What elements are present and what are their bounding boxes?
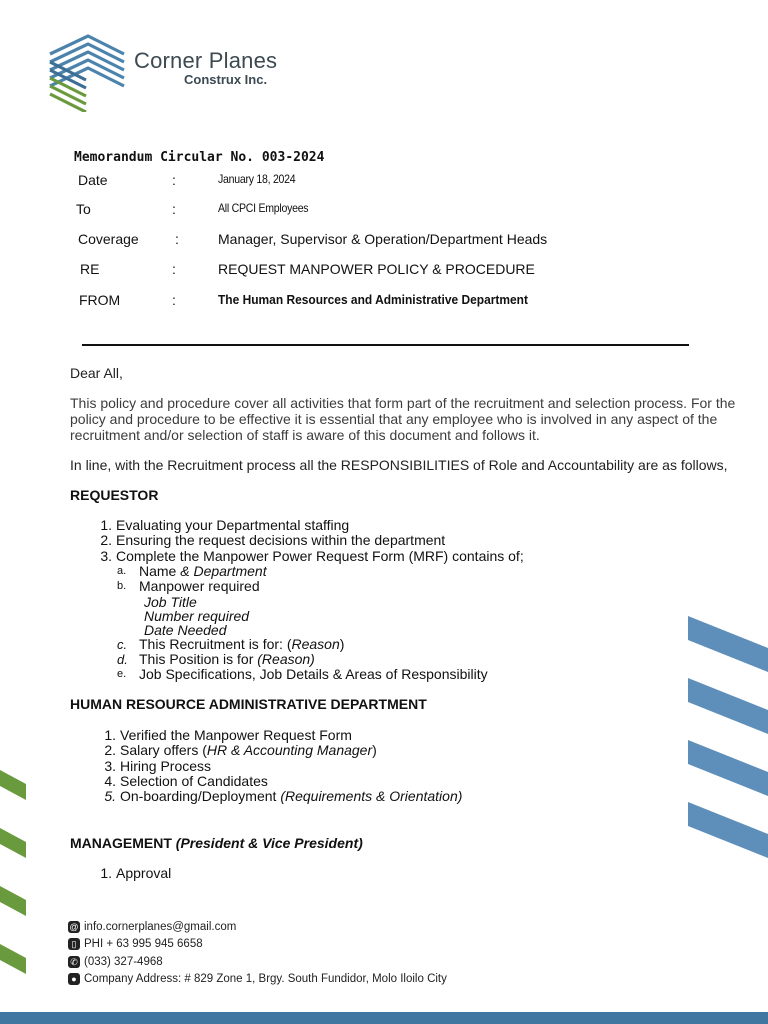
header-label: Date <box>78 172 108 188</box>
decorative-stripes-right <box>688 612 768 862</box>
phone-icon: ✆ <box>68 956 80 968</box>
requestor-sublist <box>117 563 488 683</box>
sub-item: e. Job Specifications, Job Details & Areas of Responsibility <box>117 666 488 683</box>
header-colon: : <box>172 201 176 217</box>
header-label: FROM <box>79 292 121 308</box>
sub-item: d. This Position is for (Reason) <box>117 650 315 667</box>
requestor-list <box>100 517 524 564</box>
header-row-from <box>0 292 768 312</box>
header-label: RE <box>80 261 100 277</box>
header-value: REQUEST MANPOWER POLICY & PROCEDURE <box>218 261 535 277</box>
list-item: 1. Evaluating your Departmental staffing <box>100 517 350 533</box>
list-item: 1. Approval <box>100 865 172 881</box>
list-item: 4. Selection of Candidates <box>104 772 268 789</box>
sub-sub-item: Date Needed <box>144 621 227 638</box>
header-value: Manager, Supervisor & Operation/Department Heads <box>218 231 548 247</box>
company-name: Corner Planes <box>134 48 278 73</box>
location-pin-icon: ● <box>68 973 80 985</box>
list-item: 3. Hiring Process <box>104 757 212 774</box>
header-label: Coverage <box>78 231 139 247</box>
header-value: The Human Resources and Administrative Department <box>218 292 528 307</box>
sub-item: b. Manpower required <box>117 578 260 595</box>
header-colon: : <box>172 172 176 188</box>
hr-list <box>104 727 463 805</box>
header-row-re <box>0 261 768 281</box>
company-logo <box>48 32 288 112</box>
hr-heading: HUMAN RESOURCE ADMINISTRATIVE DEPARTMENT <box>70 696 427 712</box>
greeting: Dear All, <box>70 365 123 381</box>
logo-chevron-icon <box>48 32 128 112</box>
header-row-date <box>0 172 768 192</box>
decorative-stripes-left <box>0 766 28 986</box>
header-row-to <box>0 201 768 221</box>
company-subtitle: Construx Inc. <box>184 72 268 87</box>
header-value: All CPCI Employees <box>218 201 309 215</box>
header-colon: : <box>172 292 176 308</box>
bottom-brand-bar <box>0 1012 768 1024</box>
header-divider <box>82 344 689 346</box>
footer-landline-row <box>68 953 447 971</box>
footer-email: info.cornerplanes@gmail.com <box>84 920 237 933</box>
list-item: 3. Complete the Manpower Power Request Form (MRF) contains of; <box>100 547 524 564</box>
list-item: 2. Salary offers (HR & Accounting Manager) <box>104 742 377 759</box>
management-heading: MANAGEMENT (President & Vice President) <box>70 835 363 851</box>
sub-item: c. This Recruitment is for: (Reason) <box>117 635 345 652</box>
requestor-heading: REQUESTOR <box>70 487 159 503</box>
management-list <box>100 865 172 881</box>
mobile-icon: ▯ <box>68 938 80 950</box>
contact-footer <box>68 918 447 988</box>
footer-phone-row <box>68 936 447 954</box>
footer-address-row <box>68 971 447 989</box>
sub-item: a. Name & Department <box>117 563 267 579</box>
list-item: 1. Verified the Manpower Request Form <box>104 727 352 743</box>
footer-email-row <box>68 918 447 936</box>
header-colon: : <box>175 231 179 247</box>
header-value: January 18, 2024 <box>218 172 296 186</box>
header-label: To <box>76 201 91 217</box>
memo-title: Memorandum Circular No. 003-2024 <box>74 150 325 165</box>
intro-paragraph: This policy and procedure cover all activities that form part of the recruitment and selection process. For the policy and procedure to be effective it is essential that any employee who is involved in any aspect of the recruitment and/or selection of staff is aware of this document and follows it. <box>70 395 736 443</box>
footer-address: Company Address: # 829 Zone 1, Brgy. South Fundidor, Molo Iloilo City <box>84 973 447 986</box>
at-icon: @ <box>69 921 79 932</box>
header-colon: : <box>172 261 176 277</box>
footer-phone: PHI + 63 995 945 6658 <box>84 938 203 951</box>
header-row-coverage <box>0 231 768 251</box>
list-item: 2. Ensuring the request decisions within the department <box>100 532 446 549</box>
sub-sub-item: Number required <box>144 607 250 624</box>
footer-landline: (033) 327-4968 <box>84 955 163 968</box>
list-item: 5. On-boarding/Deployment (Requirements & Orientation) <box>104 788 463 805</box>
responsibilities-paragraph: In line, with the Recruitment process all the RESPONSIBILITIES of Role and Accountability are as follows, <box>70 457 728 473</box>
sub-sub-item: Job Title <box>144 593 197 610</box>
